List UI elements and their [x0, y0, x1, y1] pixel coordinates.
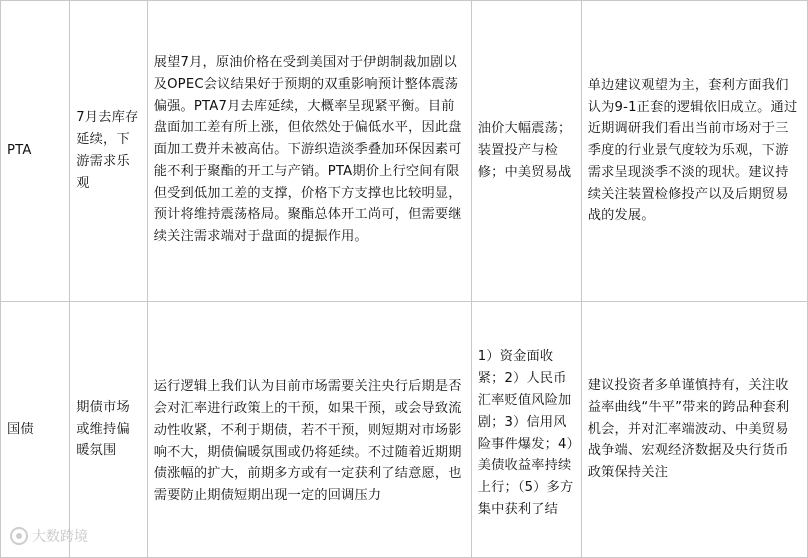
risk-cell — [471, 302, 581, 558]
analysis-text: 展望7月，原油价格在受到美国对于伊朗制裁加剧以及OPEC会议结果好于预期的双重影响预计整体震荡偏强。PTA7月去库延续，大概率呈现紧平衡。目前盘面加工差有所上涨，但依然处于偏低水平，因此盘面加工费并未被高估。下游织造淡季叠加环保因素可能不利于聚酯的开工与产销。PTA期价上行空间有限但受到低加工差的支撑，价格下方支撑也比较明显，预计将维持震荡格局。聚酯总体开工尚可，但需要继续关注需求端对于盘面的提振作用。 — [153, 54, 462, 245]
analysis-text: 运行逻辑上我们认为目前市场需要关注央行后期是否会对汇率进行政策上的干预，如果干预，或会导致流动性收紧，不利于期债，若不干预，则短期对市场影响不大，期债偏暖氛围或仍将延续。不过随着近期期债涨幅的扩大，前期多方或有一定获利了结意愿，也需要防止期债短期出现一定的回调压力 — [153, 379, 462, 504]
product-name: PTA — [7, 143, 32, 159]
watermark — [10, 526, 88, 546]
logic-cell — [70, 1, 147, 302]
circle-logo-icon — [10, 527, 28, 545]
strategy-cell — [581, 302, 807, 558]
table-row — [1, 1, 808, 302]
table-row — [1, 302, 808, 558]
product-name-cell — [1, 302, 70, 558]
risk-cell — [471, 1, 581, 302]
strategy-cell — [581, 1, 807, 302]
watermark-text: 大数跨境 — [32, 529, 88, 545]
analysis-cell — [147, 302, 471, 558]
product-name: 国债 — [7, 421, 34, 437]
strategy-text: 建议投资者多单谨慎持有，关注收益率曲线“牛平”带来的跨品种套利机会，并对汇率端波动、中美贸易战争端、宏观经济数据及央行货币政策保持关注 — [587, 378, 790, 481]
risk-text: 1）资金面收紧；2）人民币汇率贬值风险加剧；3）信用风险事件爆发；4）美债收益率持续上行；（5）多方集中获利了结 — [477, 349, 574, 517]
product-name-cell — [1, 1, 70, 302]
logic-text: 7月去库存延续，下游需求乐观 — [76, 110, 139, 191]
analysis-cell — [147, 1, 471, 302]
logic-text: 期债市场或维持偏暖氛围 — [76, 399, 130, 459]
strategy-text: 单边建议观望为主，套利方面我们认为9-1正套的逻辑依旧成立。通过近期调研我们看出当前市场对于三季度的行业景气度较为乐观，下游需求呈现淡季不淡的现状。建议持续关注装置检修投产以及后期贸易战的发展。 — [587, 77, 798, 224]
risk-text: 油价大幅震荡；装置投产与检修；中美贸易战 — [477, 121, 572, 180]
logic-cell — [70, 302, 147, 558]
